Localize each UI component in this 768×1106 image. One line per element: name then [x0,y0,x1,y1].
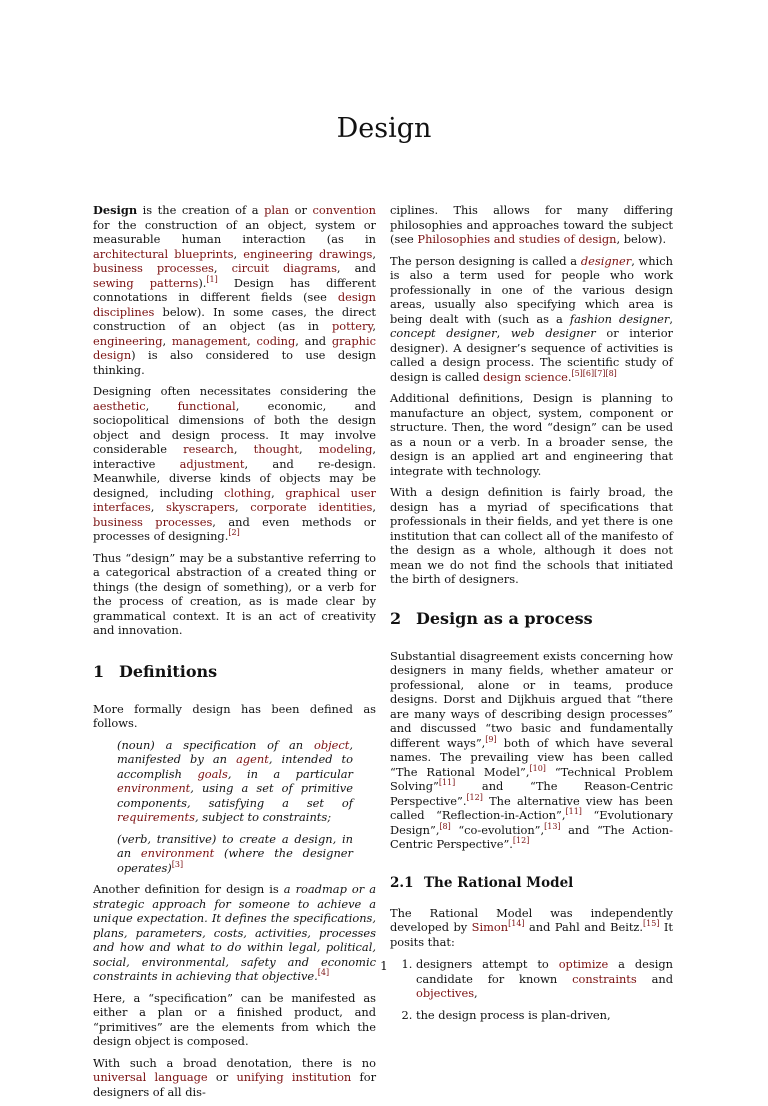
text: , [271,485,286,500]
text: , in a particular [227,766,353,781]
link-clothing[interactable]: clothing [224,485,272,500]
text: , [496,326,511,340]
text: , [372,500,376,514]
text: , interactive [93,442,376,471]
text: (verb, transitive) to create a design, in an [117,831,353,860]
section-1-heading [93,662,376,682]
text: , [162,333,172,348]
link-simon[interactable]: Simon [471,920,509,934]
text: , [233,246,244,261]
link-design-disciplines[interactable]: design disciplines [93,290,376,319]
text: designers attempt to [416,957,559,971]
text: , intended to accomplish [117,752,353,781]
link-aesthetic[interactable]: aesthetic [93,398,146,413]
text: ciplines. This allows for many differing philosophies and approaches toward the subject (see [390,203,673,246]
text: (noun) a specification of an [117,737,314,752]
text: , [372,319,376,333]
text-emphasis: fashion designer [569,311,670,326]
text: and Pahl and Beitz. [524,920,644,934]
text: and “The Action-Centric Perspective”. [390,822,673,851]
text: , and [336,261,376,275]
link-architectural-blueprints[interactable]: architectural blueprints [93,246,234,261]
link-graphic-design[interactable]: graphic design [93,333,376,362]
section-title: Definitions [119,661,218,681]
link-engineering[interactable]: engineering [93,333,163,348]
citation-9[interactable]: [9] [485,734,497,744]
process-paragraph [390,649,673,852]
definitions-paragraph-specification: Here, a “specification” can be manifested as either a plan or a finished product, and “primitives” are the elements from which the design object is composed. [93,990,376,1048]
text: The person designing is called a [390,253,581,268]
text: , manifested by an [117,737,353,766]
definitions-lead: More formally design has been defined as follows. [93,701,376,730]
text: or [289,203,313,217]
text: , and [295,333,332,348]
link-plan[interactable]: plan [264,203,290,217]
intro-paragraph-1 [93,203,376,377]
text: , [233,442,254,456]
link-environment-2[interactable]: environment [140,846,215,860]
text: “co-evolution”, [450,822,545,837]
text: , [247,333,257,348]
text: , and re-design. Meanwhile, diverse kinds of objects may be designed, including [93,456,376,500]
link-management[interactable]: management [171,333,248,348]
text-emphasis: concept designer [390,326,497,340]
text: and [636,971,674,986]
citation-4[interactable]: [4] [317,968,330,978]
text: a design candidate for known [416,957,673,986]
link-constraints[interactable]: constraints [572,971,637,986]
list-item [416,1008,673,1023]
link-environment[interactable]: environment [117,781,191,795]
text: Designing often necessitates considering the [93,384,376,398]
text: . [567,369,572,384]
definition-noun [117,738,353,825]
text: , [145,398,178,413]
citation-13[interactable]: [13] [544,821,561,831]
term-design: Design [93,203,138,217]
link-coding[interactable]: coding [256,333,296,348]
link-adjustment[interactable]: adjustment [179,456,245,471]
text: “Technical Problem Solving” [390,764,673,793]
text: and “The Reason-Centric Perspective”. [390,779,673,808]
text-emphasis: a roadmap or a strategic approach for someone to achieve a unique expectation. It defines the specifications, plans, parameters, costs, activities, processes and how and what to do within legal, political, social, environmental, safety and economic constraints in achieving that objective. [93,882,376,983]
link-research[interactable]: research [183,442,234,456]
link-object[interactable]: object [313,737,350,752]
text: (where the designer operates) [117,846,353,875]
citation-12-b[interactable]: [12] [512,836,530,846]
text: , economic, and sociopolitical dimensions of both the design object and design process. It may involve considerable [93,398,376,456]
text: , [150,500,167,514]
citation-11-b[interactable]: [11] [565,807,582,817]
link-design-science[interactable]: design science [483,369,568,384]
link-corporate-identities[interactable]: corporate identities [250,500,373,514]
citation-8[interactable]: [8] [439,821,451,831]
section-2-1-heading [390,874,673,892]
text: , and even methods or processes of designing. [93,514,377,543]
text: , subject to constraints; [194,810,332,824]
text: , which is also a term used for people who work professionally in one of the various design areas, usually also specifying which area is being dealt with (such as a [390,253,673,326]
definitions-paragraph-denotation [93,1056,376,1100]
text: below). In some cases, the direct construction of an object (as in [93,304,376,333]
text: Design has different connotations in different fields (see [93,275,376,304]
citation-11[interactable]: [11] [438,778,456,788]
link-agent[interactable]: agent [236,752,269,766]
citation-2[interactable]: [2] [228,528,240,538]
text: , [298,442,319,456]
link-philosophies-of-design[interactable]: Philosophies and studies of design [417,232,617,246]
link-modeling[interactable]: modeling [318,442,373,456]
text: Another definition for design is [93,882,284,896]
text: , [213,261,232,275]
link-optimize[interactable]: optimize [558,957,609,971]
right-paragraph-additional: Additional definitions, Design is planning to manufacture an object, system, component or structure. Then, the word “design” can be used as a noun or a verb. In a broader sense, the design is an applied art and engineering that integrate with technology. [390,391,673,478]
text: , using a set of primitive components, satisfying a set of [117,781,353,810]
citation-3[interactable]: [3] [171,859,184,869]
text: , [372,246,377,261]
link-sewing-patterns[interactable]: sewing patterns [93,275,199,290]
section-title: The Rational Model [424,874,574,891]
link-requirements[interactable]: requirements [117,810,195,824]
right-paragraph-designer [390,254,673,385]
text: or [207,1070,237,1084]
text: for designers of all dis- [93,1070,377,1099]
text: is the creation of a [137,203,265,217]
link-graphical-user-interfaces[interactable]: graphical user interfaces [93,485,376,514]
right-paragraph-1 [390,203,673,247]
text: With such a broad denotation, there is no [93,1055,376,1070]
section-number: 2.1 [390,874,414,891]
link-objectives[interactable]: objectives [416,986,475,1000]
text: both of which have several names. The prevailing view has been called “The Rational Model”, [390,735,673,779]
text: , below). [616,232,667,246]
text: , [234,500,251,514]
section-number: 1 [93,661,105,681]
text: The alternative view has been called “Reflection-in-Action”, [390,793,673,822]
text: , [474,986,478,1000]
intro-paragraph-3: Thus “design” may be a substantive referring to a categorical abstraction of a created thing or things (the design of something), or a verb for the process of creation, as is made clear by grammatical context. It is an act of creativity and innovation. [93,550,376,637]
citation-14[interactable]: [14] [508,919,525,929]
citation-1[interactable]: [1] [206,274,218,284]
rational-model-paragraph [390,906,673,950]
intro-paragraph-2 [93,384,376,544]
right-paragraph-broad: With a design definition is fairly broad, the design has a myriad of specifications that professionals in their fields, and yet there is one institution that can collect all of the manifesto of the design as a whole, although it does not mean we do not find the schools that initiated the birth of designers. [390,485,673,586]
text: , [669,311,673,326]
text: The Rational Model was independently developed by [390,905,673,934]
link-universal-language[interactable]: universal language [93,1070,208,1084]
definition-verb [117,832,353,876]
right-column [390,203,673,1029]
section-number: 2 [390,608,402,628]
link-goals[interactable]: goals [197,766,228,781]
text: ). [198,275,207,290]
text: “Evolutionary Design”, [390,808,673,837]
text: the design process is plan-driven, [416,1007,611,1022]
page-number: 1 [380,959,388,973]
section-title: Design as a process [416,608,593,628]
link-circuit-diagrams[interactable]: circuit diagrams [231,261,337,275]
text-emphasis: web designer [510,326,596,340]
text: It posits that: [390,920,673,949]
link-functional[interactable]: functional [177,398,236,413]
citation-10[interactable]: [10] [529,763,546,773]
link-business-processes-2[interactable]: business processes [93,514,213,529]
link-unifying-institution[interactable]: unifying institution [236,1070,352,1084]
link-engineering-drawings[interactable]: engineering drawings [243,246,373,261]
citation-15[interactable]: [15] [643,919,660,929]
text: Substantial disagreement exists concerning how designers in many fields, whether amateur or professional, alone or in teams, produce designs. Dorst and Dijkhuis argued that “there are many ways of describing design processes” and discussed “two basic and fundamentally different ways”, [390,648,673,750]
link-business-processes[interactable]: business processes [93,261,214,275]
link-designer[interactable]: designer [580,253,632,268]
text: for the construction of an object, system or measurable human interaction (as in [93,217,376,246]
link-pottery[interactable]: pottery [331,319,373,333]
link-thought[interactable]: thought [253,442,299,456]
link-convention[interactable]: convention [312,203,376,217]
link-skyscrapers[interactable]: skyscrapers [166,500,235,514]
text: ) is also considered to use design thinking. [93,348,376,377]
section-2-heading [390,609,673,629]
citation-5-8[interactable]: [5][6][7][8] [571,368,617,378]
definition-quote [117,738,353,876]
article-title: Design [336,113,432,144]
citation-12[interactable]: [12] [466,792,483,802]
text: or interior designer). A designer’s sequence of activities is called a design process. The scientific study of design is called [390,326,673,384]
